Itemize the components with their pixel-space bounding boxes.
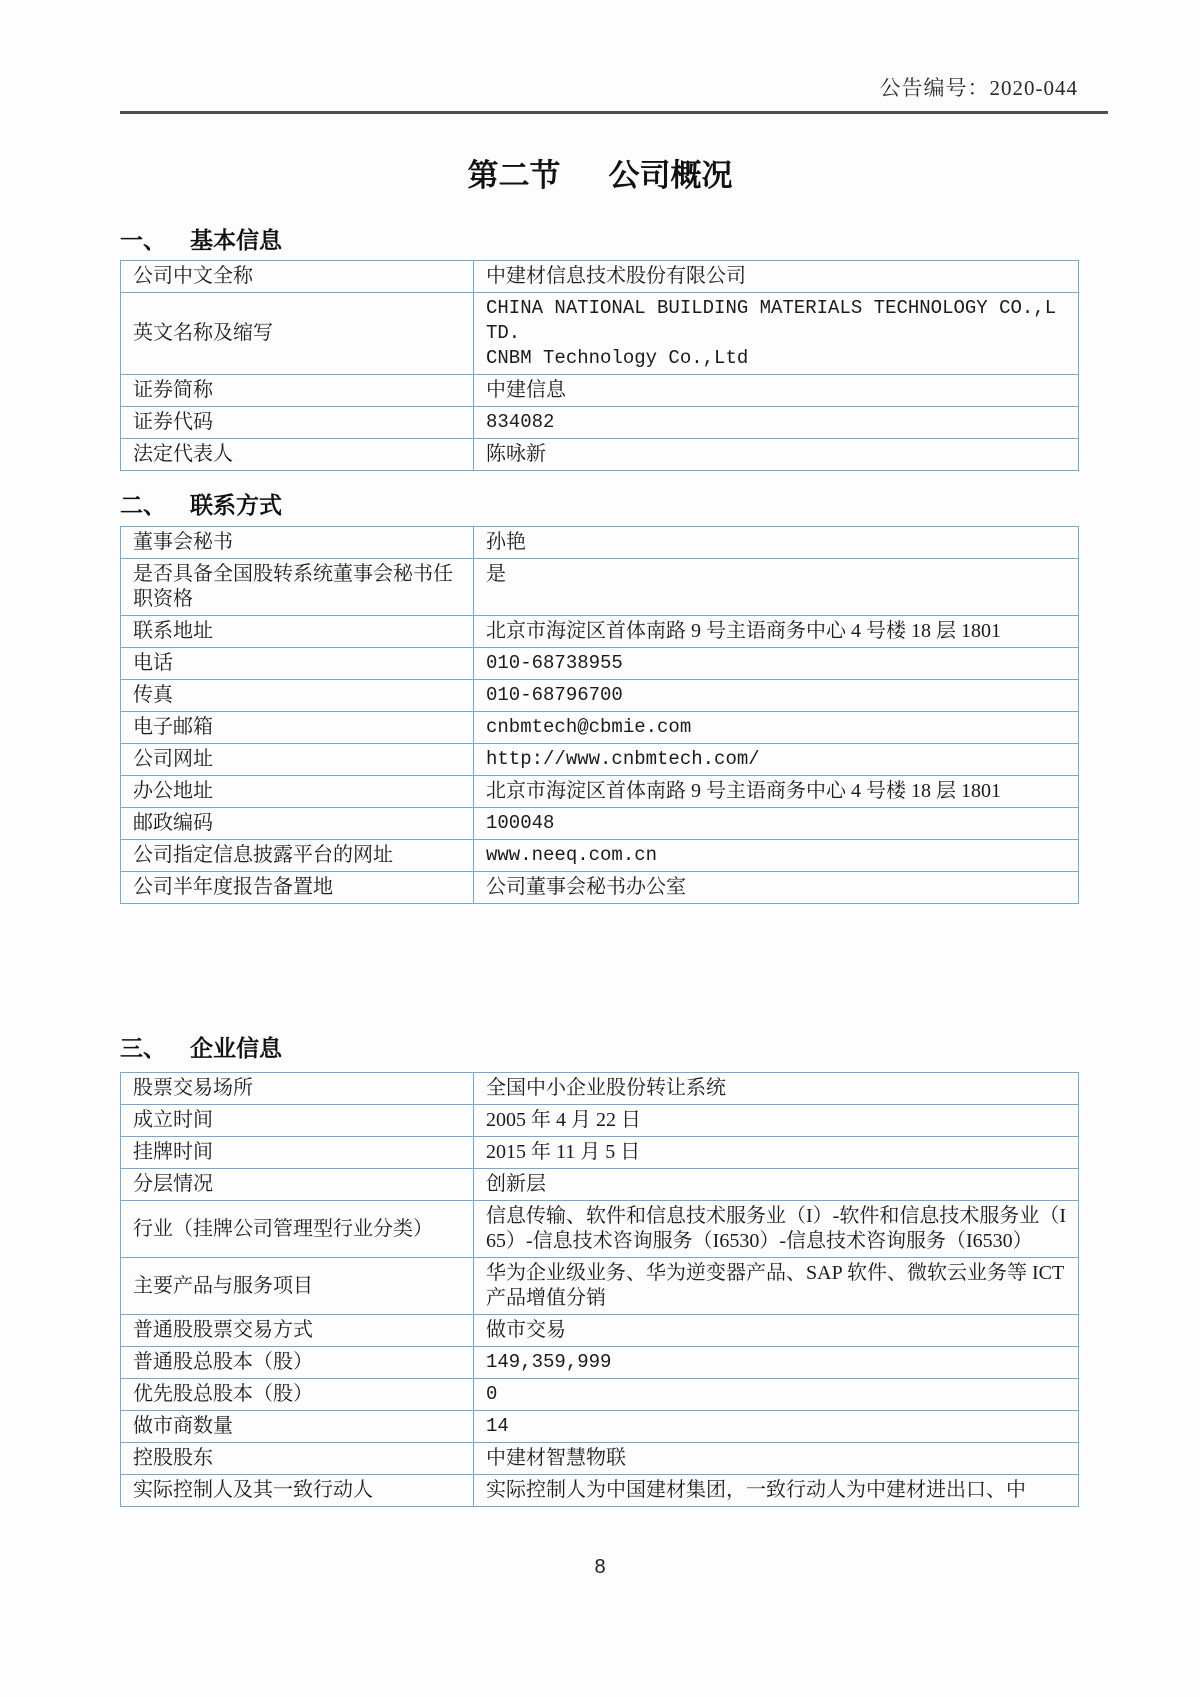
section-label: 企业信息: [190, 1035, 282, 1061]
row-label: 董事会秘书: [121, 527, 474, 559]
row-value: [474, 439, 1079, 471]
basic-info-table: [120, 260, 1079, 471]
row-value-line: 2005 年 4 月 22 日: [486, 1109, 641, 1131]
row-value-line: 010-68796700: [486, 684, 623, 706]
row-value: [474, 1201, 1079, 1258]
row-value-line: CHINA NATIONAL BUILDING MATERIALS TECHNOLOGY CO.,LTD.: [486, 297, 1057, 344]
row-value-line: 中建材智慧物联: [486, 1447, 626, 1469]
row-label: 英文名称及缩写: [121, 293, 474, 375]
page-number: 8: [594, 1556, 606, 1578]
section-number: 一、: [120, 227, 166, 253]
row-value-line: 010-68738955: [486, 652, 623, 674]
row-value-line: cnbmtech@cbmie.com: [486, 716, 692, 738]
row-value: [474, 1411, 1079, 1443]
title-section-number: 第二节: [467, 158, 561, 193]
row-value: [474, 776, 1079, 808]
row-label: 公司指定信息披露平台的网址: [121, 840, 474, 872]
row-label: 股票交易场所: [121, 1073, 474, 1105]
row-label: 证券代码: [121, 407, 474, 439]
row-label: 传真: [121, 680, 474, 712]
row-value-line: 中建材信息技术股份有限公司: [486, 265, 746, 287]
row-label: 公司中文全称: [121, 261, 474, 293]
row-value-line: 北京市海淀区首体南路 9 号主语商务中心 4 号楼 18 层 1801: [486, 620, 1001, 642]
row-value: [474, 648, 1079, 680]
table-row: [121, 1169, 1079, 1201]
title-text: 公司概况: [608, 158, 733, 193]
row-value: [474, 1105, 1079, 1137]
row-value: [474, 1137, 1079, 1169]
table-row: [121, 776, 1079, 808]
row-value: [474, 872, 1079, 904]
row-value-line: 陈咏新: [486, 443, 546, 465]
row-label: 分层情况: [121, 1169, 474, 1201]
row-value-line: 0: [486, 1383, 498, 1405]
table-row: [121, 1315, 1079, 1347]
page-title: [0, 150, 1200, 195]
row-label: 邮政编码: [121, 808, 474, 840]
table-row: [121, 439, 1079, 471]
enterprise-info-table: [120, 1072, 1079, 1507]
row-value: [474, 744, 1079, 776]
row-value: [474, 1315, 1079, 1347]
row-value: [474, 559, 1079, 616]
row-value-line: 149,359,999: [486, 1351, 612, 1373]
row-value: [474, 1475, 1079, 1507]
row-label: 主要产品与服务项目: [121, 1258, 474, 1315]
table-row: [121, 712, 1079, 744]
row-value-line: 是: [486, 563, 506, 585]
row-value: [474, 375, 1079, 407]
table-row: [121, 527, 1079, 559]
table-row: [121, 261, 1079, 293]
table-row: [121, 1105, 1079, 1137]
row-value-line: 14: [486, 1415, 509, 1437]
row-label: 法定代表人: [121, 439, 474, 471]
table-row: [121, 1073, 1079, 1105]
row-label: 做市商数量: [121, 1411, 474, 1443]
row-label: 电子邮箱: [121, 712, 474, 744]
row-label: 控股股东: [121, 1443, 474, 1475]
table-row: [121, 1347, 1079, 1379]
row-value-line: www.neeq.com.cn: [486, 844, 658, 866]
table-row: [121, 1475, 1079, 1507]
table-row: [121, 1379, 1079, 1411]
table-row: [121, 744, 1079, 776]
row-value: [474, 293, 1079, 375]
row-label: 公司半年度报告备置地: [121, 872, 474, 904]
table-row: [121, 559, 1079, 616]
table-row: [121, 1411, 1079, 1443]
row-value: [474, 1347, 1079, 1379]
row-label: 优先股总股本（股）: [121, 1379, 474, 1411]
row-value: [474, 1073, 1079, 1105]
row-label: 是否具备全国股转系统董事会秘书任职资格: [121, 559, 474, 616]
announcement-number: 公告编号：2020-044: [879, 76, 1078, 100]
row-value-line: 公司董事会秘书办公室: [486, 876, 686, 898]
row-label: 普通股总股本（股）: [121, 1347, 474, 1379]
row-value: [474, 407, 1079, 439]
table-row: [121, 1258, 1079, 1315]
row-value: [474, 616, 1079, 648]
table-row: [121, 616, 1079, 648]
table-row: [121, 293, 1079, 375]
row-label: 普通股股票交易方式: [121, 1315, 474, 1347]
contact-info-table: [120, 526, 1079, 904]
table-row: [121, 680, 1079, 712]
row-value-line: 华为企业级业务、华为逆变器产品、SAP 软件、微软云业务等 ICT 产品增值分销: [486, 1262, 1064, 1309]
row-label: 成立时间: [121, 1105, 474, 1137]
row-value: [474, 1258, 1079, 1315]
section-label: 基本信息: [190, 227, 282, 253]
section-heading-contact-info: [120, 487, 282, 520]
table-row: [121, 1443, 1079, 1475]
table-row: [121, 1201, 1079, 1258]
table-row: [121, 872, 1079, 904]
row-label: 公司网址: [121, 744, 474, 776]
section-number: 三、: [120, 1035, 166, 1061]
table-row: [121, 648, 1079, 680]
row-value-line: 全国中小企业股份转让系统: [486, 1077, 726, 1099]
table-row: [121, 375, 1079, 407]
header-rule: [120, 111, 1108, 114]
row-value-line: http://www.cnbmtech.com/: [486, 748, 760, 770]
table-row: [121, 808, 1079, 840]
row-label: 挂牌时间: [121, 1137, 474, 1169]
row-value-line: 2015 年 11 月 5 日: [486, 1141, 641, 1163]
row-value: [474, 808, 1079, 840]
row-value: [474, 840, 1079, 872]
row-label: 联系地址: [121, 616, 474, 648]
row-value-line: 100048: [486, 812, 555, 834]
table-row: [121, 1137, 1079, 1169]
section-heading-enterprise-info: [120, 1030, 282, 1063]
row-value-line: 做市交易: [486, 1319, 566, 1341]
row-value-line: CNBM Technology Co.,Ltd: [486, 347, 749, 369]
section-number: 二、: [120, 492, 166, 518]
row-label: 证券简称: [121, 375, 474, 407]
row-value: [474, 1443, 1079, 1475]
row-value: [474, 261, 1079, 293]
row-label: 实际控制人及其一致行动人: [121, 1475, 474, 1507]
row-value-line: 孙艳: [486, 531, 526, 553]
row-label: 办公地址: [121, 776, 474, 808]
row-value: [474, 527, 1079, 559]
row-label: 电话: [121, 648, 474, 680]
row-value: [474, 712, 1079, 744]
section-heading-basic-info: [120, 222, 282, 255]
row-label: 行业（挂牌公司管理型行业分类）: [121, 1201, 474, 1258]
section-label: 联系方式: [190, 492, 282, 518]
row-value-line: 中建信息: [486, 379, 566, 401]
row-value: [474, 680, 1079, 712]
row-value-line: 实际控制人为中国建材集团，一致行动人为中建材进出口、中: [486, 1479, 1026, 1501]
row-value-line: 北京市海淀区首体南路 9 号主语商务中心 4 号楼 18 层 1801: [486, 780, 1001, 802]
table-row: [121, 407, 1079, 439]
table-row: [121, 840, 1079, 872]
row-value: [474, 1379, 1079, 1411]
row-value: [474, 1169, 1079, 1201]
row-value-line: 834082: [486, 411, 555, 433]
row-value-line: 信息传输、软件和信息技术服务业（I）-软件和信息技术服务业（I65）-信息技术咨询服务（I6530）-信息技术咨询服务（I6530）: [486, 1205, 1066, 1252]
row-value-line: 创新层: [486, 1173, 546, 1195]
